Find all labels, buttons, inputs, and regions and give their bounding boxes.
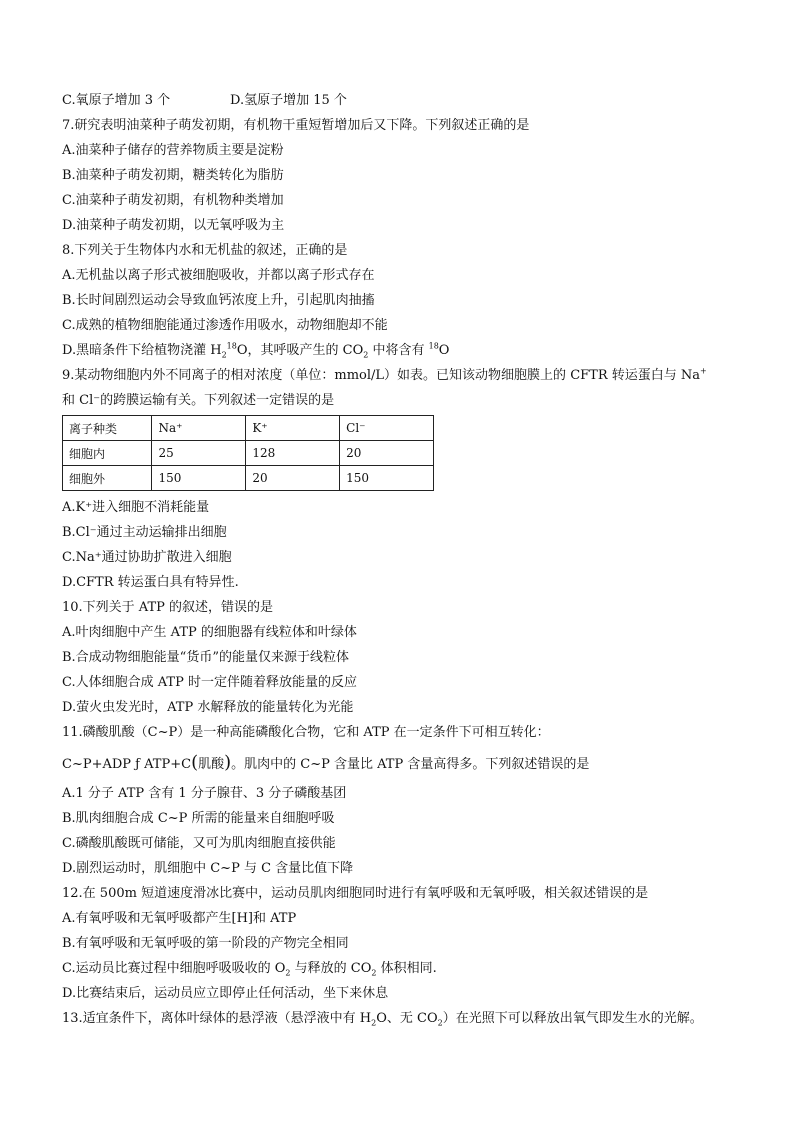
question-9-option-c: C.Na⁺通过协助扩散进入细胞 xyxy=(62,550,232,565)
formula-tail: 。肌肉中的 C~P 含量比 ATP 含量高得多。下列叙述错误的是 xyxy=(231,757,590,772)
table-header-row xyxy=(63,416,434,441)
question-11-option-c: C.磷酸肌酸既可储能，又可为肌肉细胞直接供能 xyxy=(62,836,336,851)
question-10-stem: 10.下列关于 ATP 的叙述，错误的是 xyxy=(62,600,274,615)
text: O xyxy=(438,343,450,358)
subscript: 2 xyxy=(371,968,377,978)
question-8-option-c: C.成熟的植物细胞能通过渗透作用吸水，动物细胞却不能 xyxy=(62,318,388,333)
text: C.运动员比赛过程中细胞呼吸吸收的 O xyxy=(62,961,286,976)
formula-paren-open: ( xyxy=(191,752,199,773)
formula-equation: C~P+ADP ƒ ATP+C xyxy=(62,757,192,772)
question-12-stem: 12.在 500m 短道速度滑冰比赛中，运动员肌肉细胞同时进行有氧呼吸和无氧呼吸，相关叙述错误的是 xyxy=(62,886,649,901)
table-header-cell: K⁺ xyxy=(246,416,340,441)
question-6-options xyxy=(62,88,752,113)
question-9-option-d: D.CFTR 转运蛋白具有特异性. xyxy=(62,575,239,590)
ion-concentration-table xyxy=(62,415,434,491)
question-12-option-d: D.比赛结束后，运动员应立即停止任何活动，坐下来休息 xyxy=(62,986,389,1001)
subscript: 2 xyxy=(437,1018,443,1028)
question-13-stem xyxy=(62,1006,752,1031)
subscript: 2 xyxy=(363,350,369,360)
text: D.黑暗条件下给植物浇灌 H xyxy=(62,343,222,358)
question-9-stem-line2: 和 Cl⁻的跨膜运输有关。下列叙述一定错误的是 xyxy=(62,393,335,408)
question-11-stem: 11.磷酸肌酸（C~P）是一种高能磷酸化合物，它和 ATP 在一定条件下可相互转化： xyxy=(62,725,550,740)
question-7-option-a: A.油菜种子储存的营养物质主要是淀粉 xyxy=(62,143,284,158)
text: 与释放的 CO xyxy=(290,961,372,976)
table-cell: 150 xyxy=(340,466,434,491)
subscript: 2 xyxy=(371,1018,377,1028)
question-11-option-b: B.肌肉细胞合成 C~P 所需的能量来自细胞呼吸 xyxy=(62,811,335,826)
table-cell: 25 xyxy=(152,441,246,466)
question-12-option-b: B.有氧呼吸和无氧呼吸的第一阶段的产物完全相同 xyxy=(62,936,349,951)
question-11-formula xyxy=(62,745,752,781)
text: O，其呼吸产生的 CO xyxy=(236,343,364,358)
text: 体积相同. xyxy=(376,961,437,976)
formula-inner: 肌酸 xyxy=(198,757,225,772)
question-9-option-a: A.K⁺进入细胞不消耗能量 xyxy=(62,500,210,515)
table-cell: 150 xyxy=(152,466,246,491)
question-7-option-c: C.油菜种子萌发初期，有机物种类增加 xyxy=(62,193,284,208)
question-10-option-b: B.合成动物细胞能量“货币”的能量仅来源于线粒体 xyxy=(62,650,349,665)
exam-page xyxy=(62,88,752,1031)
question-8-option-a: A.无机盐以离子形式被细胞吸收，并都以离子形式存在 xyxy=(62,268,375,283)
question-12-option-a: A.有氧呼吸和无氧呼吸都产生[H]和 ATP xyxy=(62,911,297,926)
text: 中将含有 xyxy=(368,343,429,358)
question-8-option-d xyxy=(62,338,752,363)
question-11-option-a: A.1 分子 ATP 含有 1 分子腺苷、3 分子磷酸基团 xyxy=(62,786,347,801)
subscript: 2 xyxy=(285,968,291,978)
question-8-stem: 8.下列关于生物体内水和无机盐的叙述，正确的是 xyxy=(62,243,348,258)
question-8-option-b: B.长时间剧烈运动会导致血钙浓度上升，引起肌肉抽搐 xyxy=(62,293,375,308)
table-cell: 细胞外 xyxy=(63,466,152,491)
formula-paren-close: ) xyxy=(224,752,232,773)
question-10-option-d: D.萤火虫发光时，ATP 水解释放的能量转化为光能 xyxy=(62,700,354,715)
question-9-option-b: B.Cl⁻通过主动运输排出细胞 xyxy=(62,525,227,540)
question-11-option-d: D.剧烈运动时，肌细胞中 C~P 与 C 含量比值下降 xyxy=(62,861,354,876)
superscript: + xyxy=(700,366,707,376)
table-row xyxy=(63,441,434,466)
option-d: D.氢原子增加 15 个 xyxy=(230,93,347,108)
question-7-stem: 7.研究表明油菜种子萌发初期，有机物干重短暂增加后又下降。下列叙述正确的是 xyxy=(62,118,530,133)
table-cell: 128 xyxy=(246,441,340,466)
question-7-option-d: D.油菜种子萌发初期，以无氧呼吸为主 xyxy=(62,218,285,233)
text: 13.适宜条件下，离体叶绿体的悬浮液（悬浮液中有 H xyxy=(62,1011,372,1026)
text: O、无 CO xyxy=(376,1011,438,1026)
question-10-option-a: A.叶肉细胞中产生 ATP 的细胞器有线粒体和叶绿体 xyxy=(62,625,357,640)
table-header-cell: Cl⁻ xyxy=(340,416,434,441)
table-cell: 细胞内 xyxy=(63,441,152,466)
question-12-option-c xyxy=(62,956,752,981)
superscript: 18 xyxy=(428,341,439,351)
subscript: 2 xyxy=(221,350,227,360)
text: 9.某动物细胞内外不同离子的相对浓度（单位：mmol/L）如表。已知该动物细胞膜上的 CFTR 转运蛋白与 Na xyxy=(62,368,701,383)
question-9-stem-line1 xyxy=(62,363,752,388)
text: ）在光照下可以释放出氧气即发生水的光解。 xyxy=(442,1011,703,1026)
table-cell: 20 xyxy=(340,441,434,466)
table-row xyxy=(63,466,434,491)
table-cell: 20 xyxy=(246,466,340,491)
option-c: C.氧原子增加 3 个 xyxy=(62,93,171,108)
question-10-option-c: C.人体细胞合成 ATP 时一定伴随着释放能量的反应 xyxy=(62,675,357,690)
table-header-cell: Na⁺ xyxy=(152,416,246,441)
superscript: 18 xyxy=(226,341,237,351)
table-header-cell: 离子种类 xyxy=(63,416,152,441)
question-7-option-b: B.油菜种子萌发初期，糖类转化为脂肪 xyxy=(62,168,284,183)
